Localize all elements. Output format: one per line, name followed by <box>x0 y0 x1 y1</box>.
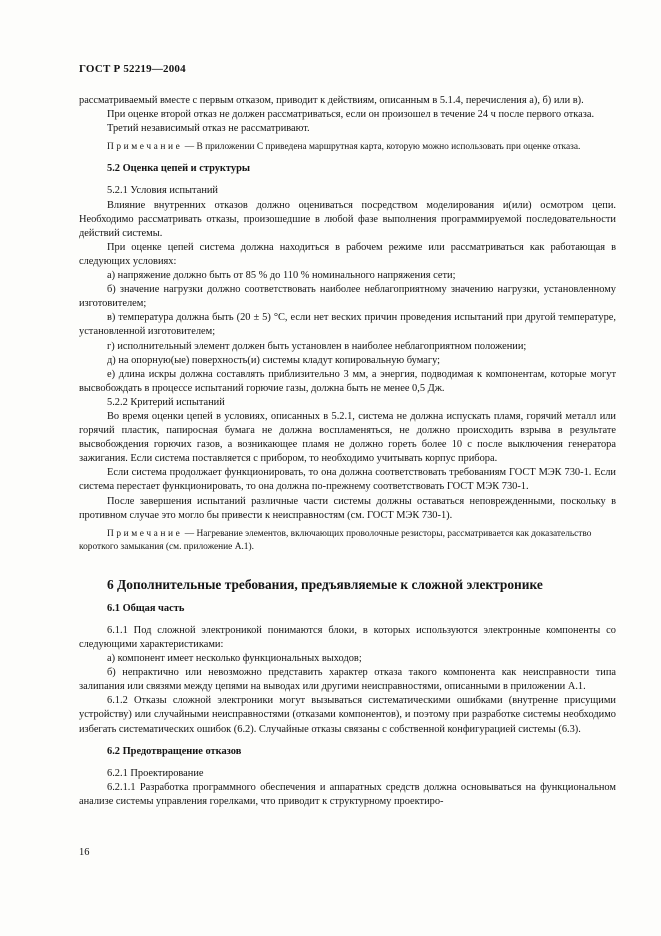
note-text: — В приложении С приведена маршрутная карта, которую можно использовать при оценке отказа. <box>182 142 581 153</box>
document-body <box>79 94 616 809</box>
paragraph: 5.2.1 Условия испытаний <box>107 185 218 197</box>
subsection-heading: 5.2 Оценка цепей и структуры <box>107 163 250 175</box>
paragraph: а) компонент имеет несколько функциональных выходов; <box>107 653 362 665</box>
paragraph: д) на опорную(ые) поверхность(и) системы кладут копировальную бумагу; <box>107 354 441 366</box>
subsection-heading: 6.1 Общая часть <box>107 602 185 614</box>
standard-header: ГОСТ Р 52219—2004 <box>79 63 186 75</box>
note-label: Примечание <box>107 528 183 539</box>
paragraph: 5.2.2 Критерий испытаний <box>107 396 225 408</box>
subsection-heading: 6.2 Предотвращение отказов <box>107 745 242 757</box>
paragraph: Если система продолжает функционировать, то она должна соответствовать требованиям ГОСТ МЭК 730-1. Если система перестает функционировать, то она должна по-прежнему соответствовать ГОСТ МЭК 730-1. <box>79 467 616 493</box>
document-page <box>79 62 616 809</box>
paragraph: 6.1.2 Отказы сложной электроники могут вызываться систематическими ошибками (внутренне присущими устройству) или случайными неисправностями (отказами компонентов), и поэтому при разработке системы необходимо избегать систематических ошибок (6.2). Случайные отказы связаны с собственной конфигурацией системы (6.3). <box>79 695 616 735</box>
paragraph: а) напряжение должно быть от 85 % до 110 % номинального напряжения сети; <box>107 270 456 282</box>
paragraph: При оценке второй отказ не должен рассматриваться, если он произошел в течение 24 ч после первого отказа. <box>107 109 595 121</box>
paragraph: б) значение нагрузки должно соответствовать наиболее неблагоприятному значению нагрузки, установленному изготовителем; <box>79 284 616 310</box>
paragraph: рассматриваемый вместе с первым отказом, приводит к действиям, описанным в 5.1.4, перечисления а), б) или в). <box>79 95 584 107</box>
paragraph: 6.2.1 Проектирование <box>107 767 204 779</box>
page-number: 16 <box>79 847 90 858</box>
paragraph: г) исполнительный элемент должен быть установлен в наиболее неблагоприятном положении; <box>107 340 527 352</box>
paragraph: После завершения испытаний различные части системы должны оставаться неповрежденными, поскольку в противном случае это могло бы привести к неисправностям (см. ГОСТ МЭК 730-1). <box>79 495 616 521</box>
note-label: Примечание <box>107 142 183 153</box>
note <box>79 141 616 154</box>
paragraph: Во время оценки цепей в условиях, описанных в 5.2.1, система не должна испускать пламя, горячий металл или горячий пластик, папиросная бумага не должна воспламеняться, не должно происходить взрыва в результате высвобождения горючих газов, а возникающее пламя не должно гореть более 10 с после выключения генератора зажигания. Если система поставляется с прибором, то необходимо учитывать корпус прибора. <box>79 410 616 465</box>
section-heading: 6 Дополнительные требования, предъявляемые к сложной электронике <box>107 576 543 592</box>
paragraph: б) непрактично или невозможно представить характер отказа такого компонента как неисправности типа залипания или связями между цепями на выводах или другими неисправностями, описанными в приложении А.1. <box>79 667 616 693</box>
note-text: — Нагревание элементов, включающих проволочные резисторы, рассматривается как доказательство короткого замыкания (см. приложение А.1). <box>79 528 592 552</box>
paragraph: е) длина искры должна составлять приблизительно 3 мм, а энергия, подводимая к компонентам, которые могут высвобождать в процессе испытаний горючие газы, должна быть не менее 0,5 Дж. <box>79 368 616 394</box>
note <box>79 528 616 554</box>
paragraph: 6.2.1.1 Разработка программного обеспечения и аппаратных средств должна основываться на функциональном анализе системы управления горелками, что приводит к структурному проектиро- <box>79 781 616 807</box>
paragraph: в) температура должна быть (20 ± 5) °С, если нет веских причин проведения испытаний при другой температуре, установленной изготовителем; <box>79 312 616 338</box>
paragraph: 6.1.1 Под сложной электроникой понимаются блоки, в которых используются электронные компоненты со следующими характеристиками: <box>79 624 616 650</box>
paragraph: Влияние внутренних отказов должно оцениваться посредством моделирования и(или) осмотром цепи. Необходимо рассматривать отказы, произошедшие в любой фазе выполнения программируемой последовательности действий системы. <box>79 199 616 239</box>
paragraph: При оценке цепей система должна находиться в рабочем режиме или рассматриваться как работающая в следующих условиях: <box>79 241 616 267</box>
paragraph: Третий независимый отказ не рассматривают. <box>107 123 310 135</box>
